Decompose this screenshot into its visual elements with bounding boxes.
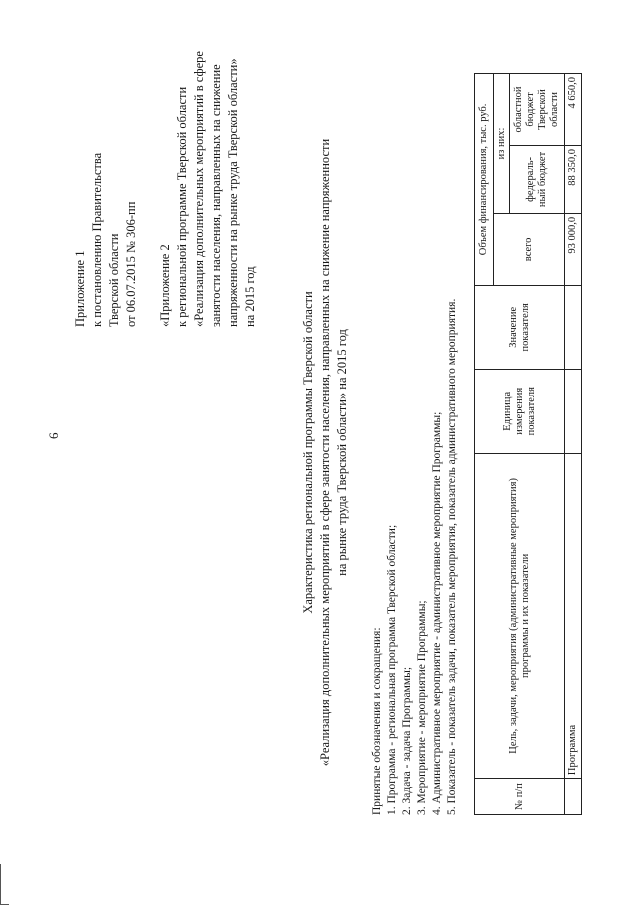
title-line: на рынке труда Тверской области» на 2015 год bbox=[335, 329, 349, 576]
page-number: 6 bbox=[46, 432, 61, 439]
notes-item: 5. Показатель - показатель задачи, показатель мероприятия, показатель административного мероприятия. bbox=[446, 298, 458, 815]
appendix-line: «Приложение 2 bbox=[158, 244, 172, 327]
appendix-line: «Реализация дополнительных мероприятий в сфере bbox=[192, 51, 206, 327]
header-funding: Объем финансирования, тыс. руб. bbox=[475, 74, 494, 286]
header-goal: Цель, задачи, мероприятия (административные мероприятия) программы и их показатели bbox=[475, 453, 565, 778]
notes-intro: Принятые обозначения и сокращения: bbox=[371, 627, 383, 815]
header-regional: областной бюджет Тверской области bbox=[510, 74, 565, 146]
appendix-line: напряженности на рынке труда Тверской области» bbox=[226, 58, 240, 327]
document-title bbox=[300, 0, 351, 905]
header-of-which: из них: bbox=[494, 74, 510, 214]
table-row bbox=[565, 74, 582, 815]
program-characteristics-table bbox=[474, 73, 582, 815]
appendix-line: занятости населения, направленных на снижение bbox=[209, 64, 223, 327]
header-federal: федераль-ный бюджет bbox=[510, 145, 565, 213]
notes-item: 4. Административное мероприятие - административное мероприятие Программы; bbox=[431, 411, 443, 815]
appendix-line: Приложение 1 bbox=[73, 250, 87, 327]
appendix-line: на 2015 год bbox=[243, 266, 257, 327]
notes-item: 2. Задача - задача Программы; bbox=[401, 666, 413, 815]
header-total: всего bbox=[494, 213, 565, 285]
header-unit: Единица измерения показателя bbox=[475, 369, 565, 453]
notes-item: 3. Мероприятие - мероприятие Программы; bbox=[416, 600, 428, 815]
title-line: Характеристика региональной программы Тверской области bbox=[301, 291, 315, 614]
row-name: Программа bbox=[565, 453, 582, 778]
appendix-line: к региональной программе Тверской области bbox=[175, 86, 189, 327]
row-total: 93 000,0 bbox=[565, 213, 582, 285]
row-num bbox=[565, 779, 582, 815]
appendix-line: Тверской области bbox=[107, 233, 121, 327]
title-line: «Реализация дополнительных мероприятий в сфере занятости населения, направленных на снижение напряженности bbox=[318, 138, 332, 767]
appendix-line: к постановлению Правительства bbox=[90, 152, 104, 327]
spacer bbox=[140, 27, 157, 327]
row-regional: 4 650,0 bbox=[565, 74, 582, 146]
appendix-line: от 06.07.2015 № 306-пп bbox=[124, 201, 138, 327]
header-value: Значение показателя bbox=[475, 285, 565, 369]
row-unit bbox=[565, 369, 582, 453]
appendix-block bbox=[72, 27, 259, 327]
abbreviations-notes bbox=[370, 55, 460, 815]
row-federal: 88 350,0 bbox=[565, 145, 582, 213]
notes-item: 1. Программа - региональная программа Тверской области; bbox=[386, 524, 398, 815]
header-num: № п/п bbox=[475, 779, 565, 815]
row-value bbox=[565, 285, 582, 369]
scan-corner-mark bbox=[0, 864, 9, 905]
